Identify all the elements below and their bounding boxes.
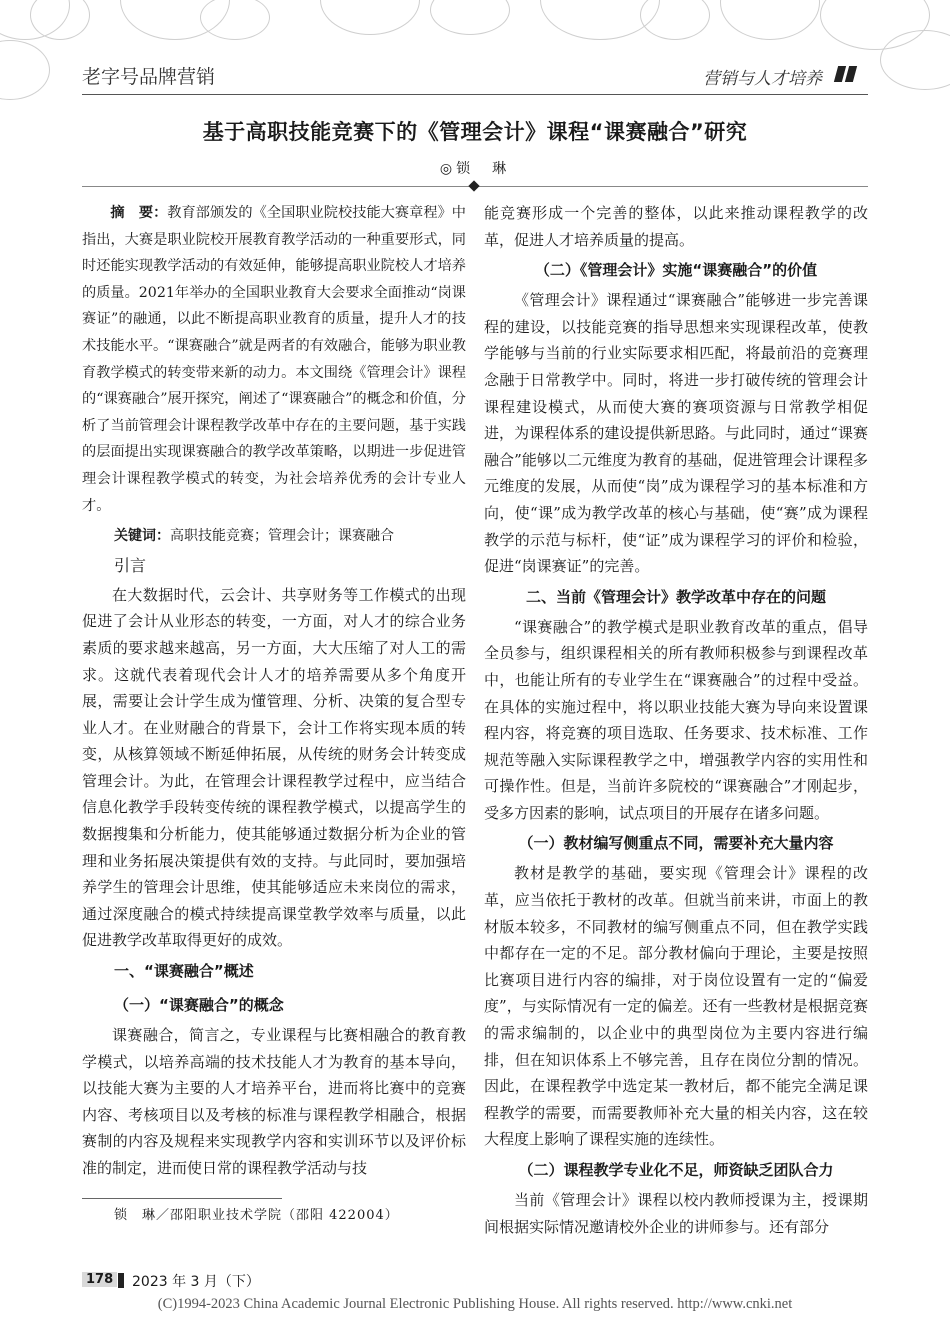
continued-paragraph: 能竞赛形成一个完善的整体，以此来推动课程教学的改革，促进人才培养质量的提高。 — [484, 204, 868, 249]
abstract-label: 摘 要： — [110, 205, 168, 221]
section-2-1-paragraph: 教材是教学的基础，要实现《管理会计》课程的改革，应当依托于教材的改革。但就当前来讲，市面上的教材版本较多，不同教材的编写侧重点不同，但在教学实践中都存在一定的不足。部分教材偏向于理论，主要是按照比赛项目进行内容的编排，对于岗位设置有一定的“偏爱度”，与实际情况有一定的偏差。还有一些教材是根据竞赛的需求编制的，以企业中的典型岗位为主要内容进行编排，但在知识体系上不够完善，且存在岗位分割的情况。因此，在课程教学中选定某一教材后，都不能完全满足课程教学的需要，而需要教师补充大量的相关内容，这在较大程度上影响了课程实施的连续性。 — [484, 864, 868, 1149]
intro-paragraph: 在大数据时代，云会计、共享财务等工作模式的出现促进了会计从业形态的转变，一方面，对人才的综合业务素质的要求越来越高，另一方面，大大压缩了对人工的需求。这就代表着现代会计人才的培养需要从多个角度开展，需要让会计学生成为懂管理、分析、决策的复合型专业人才。在业财融合的背景下，会计工作将实现本质的转变，从核算领域不断延伸拓展，从传统的财务会计转变成管理会计。为此，在管理会计课程教学过程中，应当结合信息化教学手段转变传统的课程教学模式，以提高学生的数据搜集和分析能力，使其能够通过数据分析为企业的管理和业务拓展决策提供有效的支持。与此同时，要加强培养学生的管理会计思维，使其能够适应未来岗位的需求，通过深度融合的模式持续提高课堂教学效率与质量，以此促进教学改革取得更好的成效。 — [82, 585, 466, 950]
journal-section-left: 老字号品牌营销 — [82, 66, 216, 88]
keywords-label: 关键词： — [114, 528, 170, 545]
page-bar-icon — [118, 1273, 124, 1288]
right-column — [484, 200, 868, 1240]
page-number: 178 — [82, 1272, 117, 1287]
section-1-1-heading: （一）“课赛融合”的概念 — [114, 996, 284, 1015]
header-bars-icon — [836, 66, 858, 86]
section-1-heading: 一、“课赛融合”概述 — [114, 962, 254, 981]
section-2-heading: 二、当前《管理会计》教学改革中存在的问题 — [525, 587, 826, 606]
copyright-line: (C)1994-2023 China Academic Journal Electronic Publishing House. All rights reserved. http://www.cnki.net — [157, 1296, 793, 1312]
section-1-2-heading: （二）《管理会计》实施“课赛融合”的价值 — [534, 261, 818, 280]
abstract-text: 教育部颁发的《全国职业院校技能大赛章程》中指出，大赛是职业院校开展教育教学活动的一种重要形式，同时还能实现教学活动的有效延伸，能够提高职业院校人才培养的质量。2021年举办的全国职业教育大会要求全面推动“岗课赛证”的融通，以此不断提高职业教育的质量，提升人才的技术技能水平。“课赛融合”就是两者的有效融合，能够为职业教育教学模式的转变带来新的动力。本文围绕《管理会计》课程的“课赛融合”展开探究，阐述了“课赛融合”的概念和价值，分析了当前管理会计课程教学改革中存在的主要问题，基于实践的层面提出实现课赛融合的教学改革策略，以期进一步促进管理会计课程教学模式的转变，为社会培养优秀的会计专业人才。 — [82, 205, 466, 514]
header-rule — [82, 94, 868, 95]
article-title: 基于高职技能竞赛下的《管理会计》课程“课赛融合”研究 — [202, 120, 748, 144]
section-2-paragraph: “课赛融合”的教学模式是职业教育改革的重点，倡导全员参与，组织课程相关的所有教师积极参与到课程改革中，也能让所有的专业学生在“课赛融合”的过程中受益。在具体的实施过程中，将以职业技能大赛为导向来设置课程内容，将竞赛的项目选取、任务要求、技术标准、工作规范等融入实际课程教学之中，增强教学内容的实用性和可操作性。但是，当前许多院校的“课赛融合”才刚起步，受多方因素的影响，试点项目的开展存在诸多问题。 — [484, 617, 868, 822]
footnote-rule — [82, 1198, 282, 1199]
issue-date: 2023 年 3 月（下） — [132, 1274, 260, 1290]
abstract — [82, 200, 466, 519]
diamond-ornament-icon — [468, 180, 479, 191]
section-1-1-paragraph: 课赛融合，简言之，专业课程与比赛相融合的教育教学模式，以培养高端的技术技能人才为教育的基本导向，以技能大赛为主要的人才培养平台，进而将比赛中的竞赛内容、考核项目以及考核的标准与课程教学相融合，根据赛制的内容及规程来实现教学内容和实训环节以及评价标准的制定，进而使日常的课程教学活动与技 — [82, 1026, 466, 1177]
section-2-2-heading: （二）课程教学专业化不足，师资缺乏团队合力 — [518, 1161, 834, 1179]
left-column — [82, 200, 466, 1182]
article-author: ◎锁 琳 — [439, 161, 511, 177]
keywords-text: 高职技能竞赛；管理会计；课赛融合 — [170, 528, 394, 545]
section-2-1-heading: （一）教材编写侧重点不同，需要补充大量内容 — [518, 834, 834, 853]
author-affiliation-footnote: 锁 琳／邵阳职业技术学院（邵阳 422004） — [114, 1208, 399, 1223]
section-2-2-paragraph: 当前《管理会计》课程以校内教师授课为主，授课期间根据实际情况邀请校外企业的讲师参与。还有部分 — [484, 1191, 868, 1236]
journal-section-right: 营销与人才培养 — [703, 69, 822, 89]
keywords — [82, 523, 466, 550]
section-1-2-paragraph: 《管理会计》课程通过“课赛融合”能够进一步完善课程的建设，以技能竞赛的指导思想来实现课程改革，使教学能够与当前的行业实际要求相匹配，将最前沿的竞赛理念融于日常教学中。同时，将进一步打破传统的管理会计课程建设模式，从而使大赛的赛项资源与日常教学相促进，为课程体系的建设提供新思路。与此同时，通过“课赛融合”能够以二元维度为教育的基础，促进管理会计课程多元维度的发展，从而使“岗”成为课程学习的基本标准和方向，使“课”成为教学改革的核心与基础，使“赛”成为课程教学的示范与标杆，使“证”成为课程学习的评价和检验，促进“岗课赛证”的完善。 — [484, 291, 868, 576]
intro-heading: 引言 — [114, 555, 147, 575]
